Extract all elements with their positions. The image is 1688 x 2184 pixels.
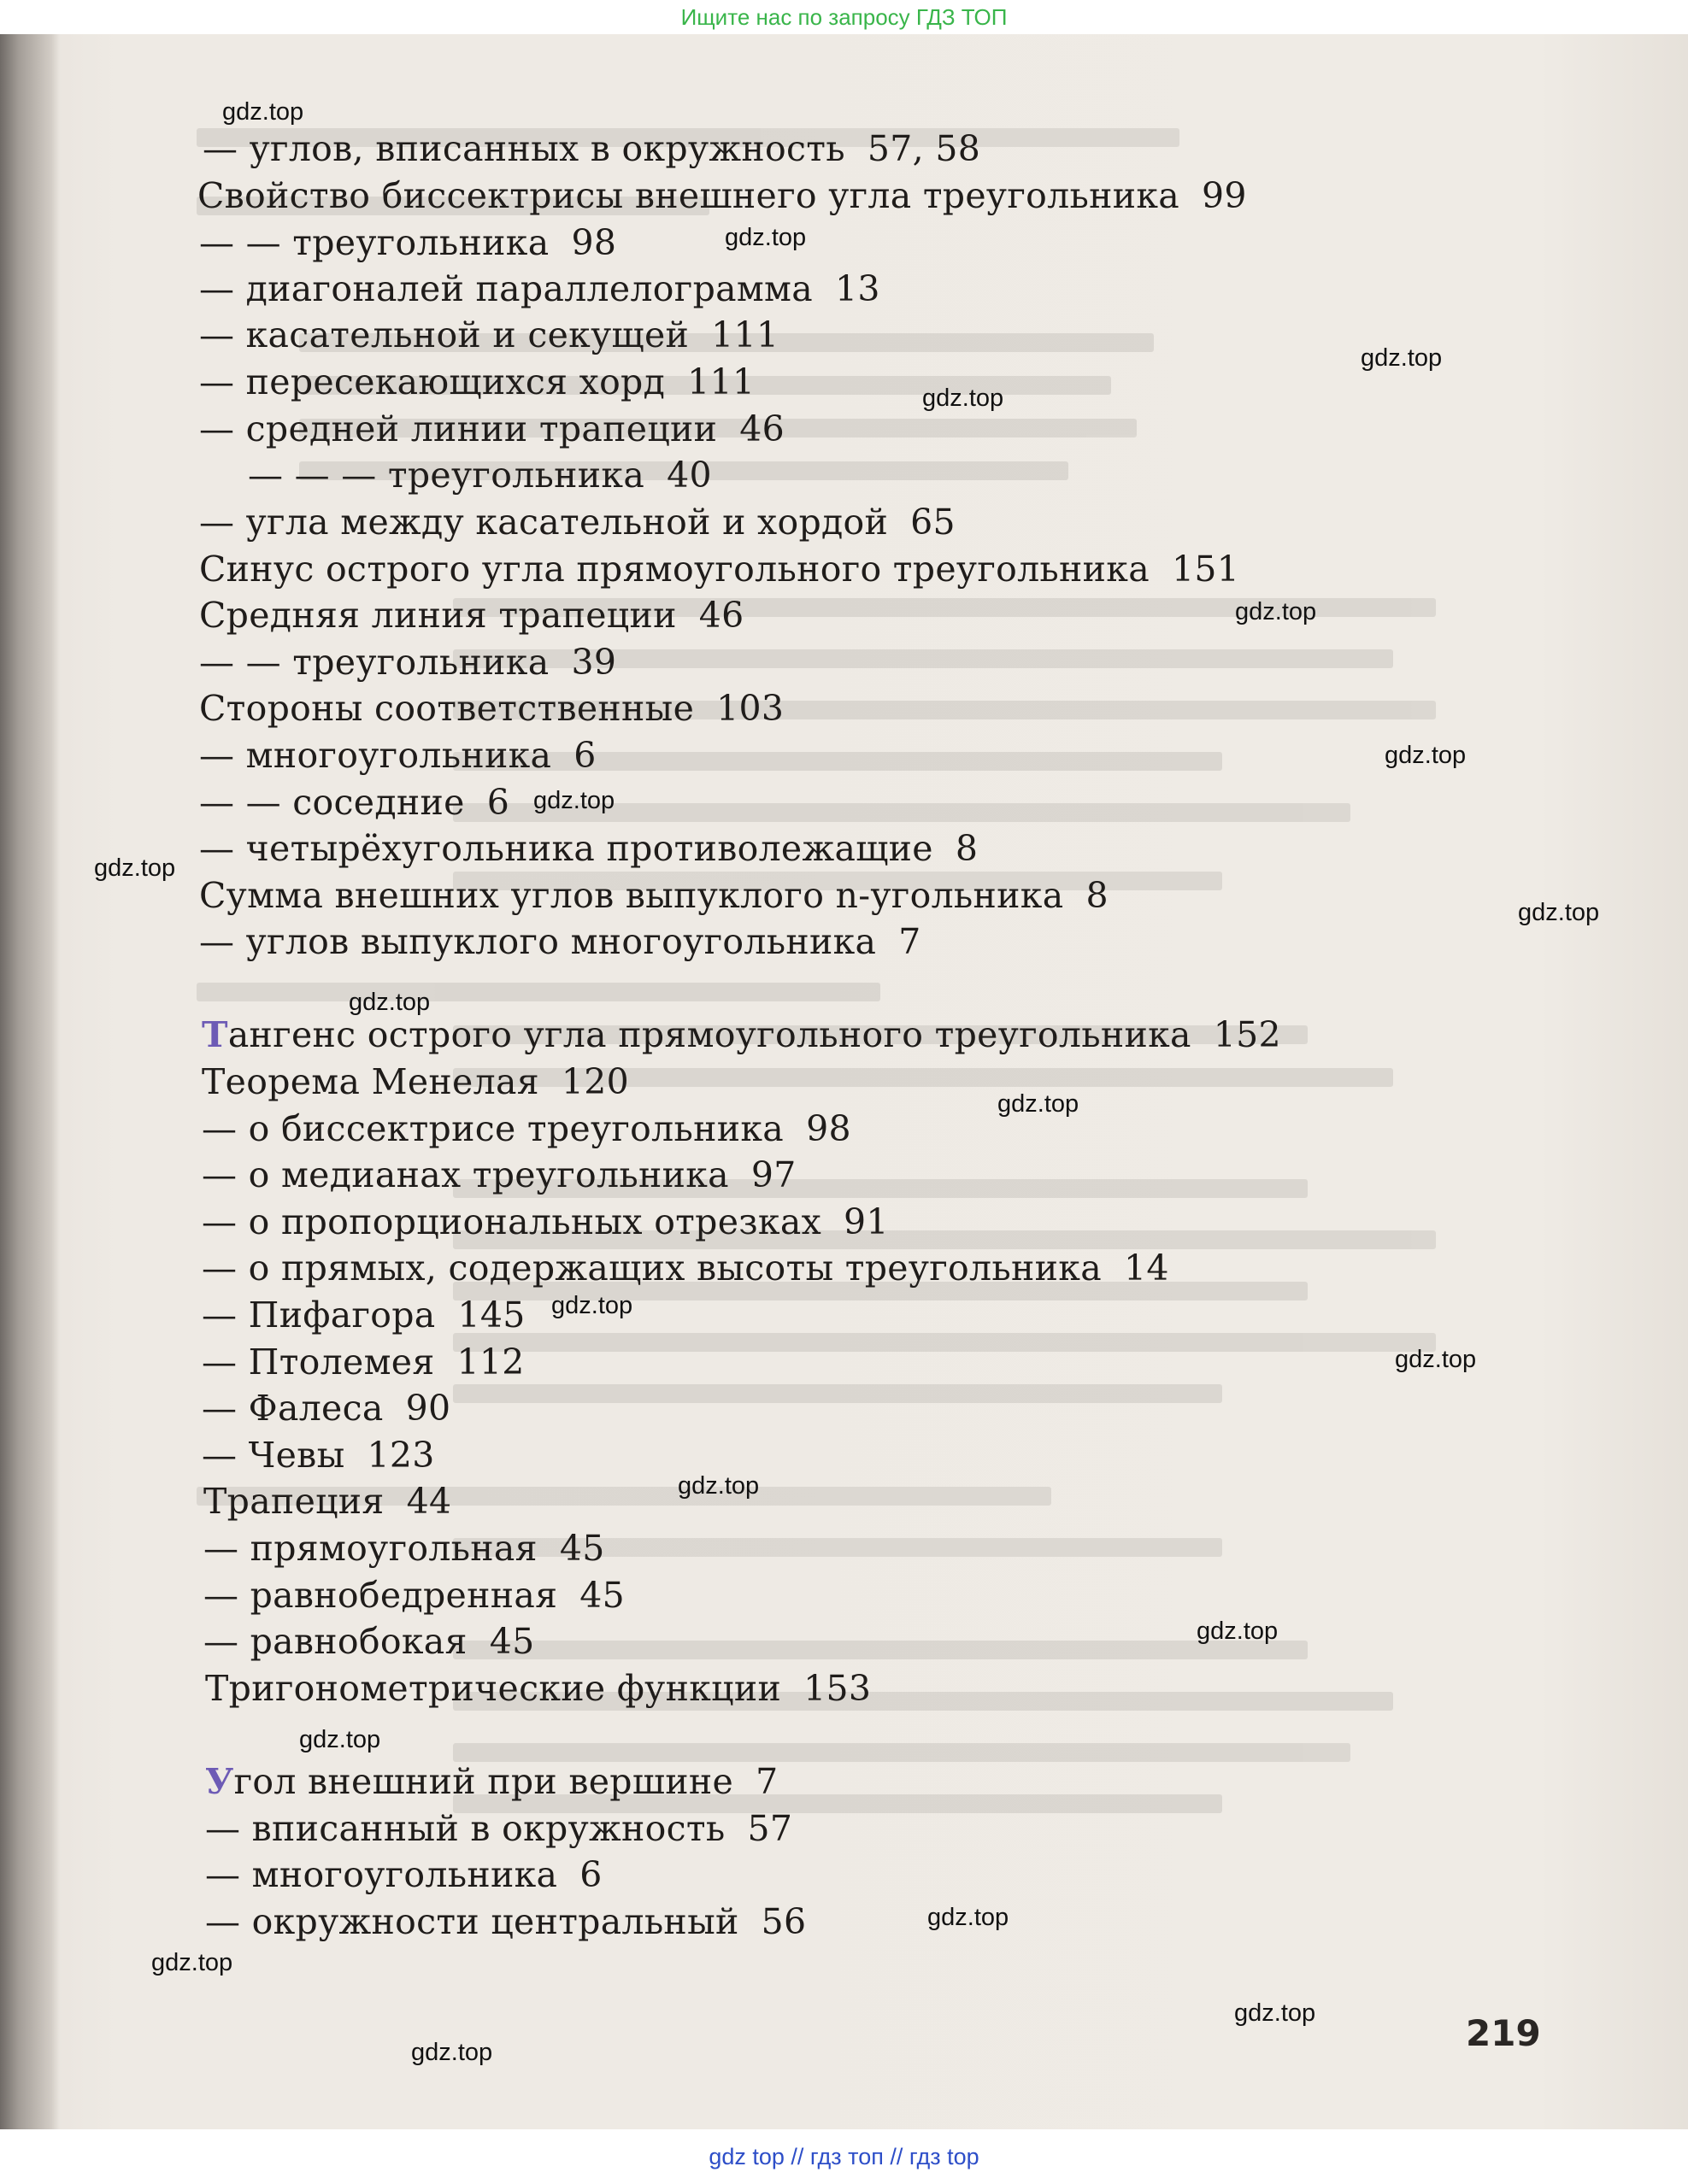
page-number: 219: [1466, 2012, 1541, 2054]
watermark: gdz.top: [411, 2039, 493, 2066]
index-entry: — Птолемея 112: [202, 1342, 525, 1383]
index-entry: — равнобокая 45: [203, 1621, 535, 1662]
watermark: gdz.top: [222, 98, 304, 126]
watermark: gdz.top: [299, 1726, 381, 1753]
watermark: gdz.top: [94, 854, 176, 882]
index-entry: — — — треугольника 40: [248, 455, 712, 496]
index-entry: — средней линии трапеции 46: [199, 408, 785, 449]
index-entry: — Фалеса 90: [202, 1388, 451, 1429]
index-entry: — — треугольника 98: [199, 222, 617, 263]
index-entry: Средняя линия трапеции 46: [199, 595, 744, 636]
index-entry: Стороны соответственные 103: [199, 688, 785, 729]
index-entry: — углов, вписанных в окружность 57, 58: [203, 128, 981, 169]
index-entry: — о биссектрисе треугольника 98: [202, 1108, 851, 1149]
index-entry: — угла между касательной и хордой 65: [199, 502, 956, 543]
index-entry: — Чевы 123: [202, 1435, 435, 1476]
index-entry: — многоугольника 6: [205, 1854, 603, 1895]
watermark: gdz.top: [678, 1472, 760, 1500]
index-entry: — прямоугольная 45: [203, 1528, 605, 1569]
watermark: gdz.top: [349, 989, 431, 1016]
index-entry: Свойство биссектрисы внешнего угла треугольника 99: [197, 175, 1247, 216]
watermark: gdz.top: [551, 1292, 633, 1319]
watermark: gdz.top: [1235, 598, 1317, 625]
watermark: gdz.top: [1518, 899, 1600, 926]
watermark: gdz.top: [997, 1090, 1079, 1118]
watermark: gdz.top: [922, 385, 1004, 412]
index-entry: — Пифагора 145: [202, 1295, 526, 1336]
index-entry: — — треугольника 39: [199, 642, 617, 683]
index-entry: — четырёхугольника противолежащие 8: [199, 828, 979, 869]
index-entry: — окружности центральный 56: [205, 1901, 807, 1942]
watermark: gdz.top: [151, 1949, 233, 1976]
index-entry: — равнобедренная 45: [203, 1575, 626, 1616]
index-entry: — о прямых, содержащих высоты треугольника 14: [202, 1248, 1169, 1289]
index-entry: — углов выпуклого многоугольника 7: [199, 921, 921, 962]
section-letter: У: [205, 1761, 234, 1802]
index-entry: — многоугольника 6: [199, 735, 597, 776]
index-entry: Тригонометрические функции 153: [205, 1668, 872, 1709]
section-letter: Т: [202, 1014, 228, 1055]
index-entry: Теорема Менелая 120: [202, 1061, 630, 1102]
index-entry: — — соседние 6: [199, 782, 510, 823]
watermark: gdz.top: [1234, 1999, 1316, 2027]
index-entry: — вписанный в окружность 57: [205, 1808, 793, 1849]
index-entry: Синус острого угла прямоугольного треугольника 151: [199, 549, 1240, 590]
index-entry: Тангенс острого угла прямоугольного треугольника 152: [202, 1014, 1281, 1055]
watermark: gdz.top: [1197, 1617, 1279, 1645]
watermark: gdz.top: [533, 787, 615, 814]
top-banner: Ищите нас по запросу ГДЗ ТОП: [0, 0, 1688, 34]
watermark: gdz.top: [1385, 742, 1467, 769]
index-entry: — о пропорциональных отрезках 91: [202, 1201, 889, 1242]
watermark: gdz.top: [927, 1904, 1009, 1931]
index-entry: Сумма внешних углов выпуклого n-угольника 8: [199, 875, 1109, 916]
index-entry: — диагоналей параллелограмма 13: [199, 268, 880, 309]
index-entry: — пересекающихся хорд 111: [199, 361, 756, 402]
watermark: gdz.top: [1395, 1346, 1477, 1373]
index-entry: Угол внешний при вершине 7: [205, 1761, 779, 1802]
bottom-banner: gdz top // гдз топ // гдз top: [0, 2129, 1688, 2184]
index-entry: — о медианах треугольника 97: [202, 1154, 797, 1195]
index-entry: Трапеция 44: [203, 1481, 452, 1522]
index-entry: — касательной и секущей 111: [199, 314, 779, 355]
watermark: gdz.top: [1361, 344, 1443, 372]
watermark: gdz.top: [725, 224, 807, 251]
